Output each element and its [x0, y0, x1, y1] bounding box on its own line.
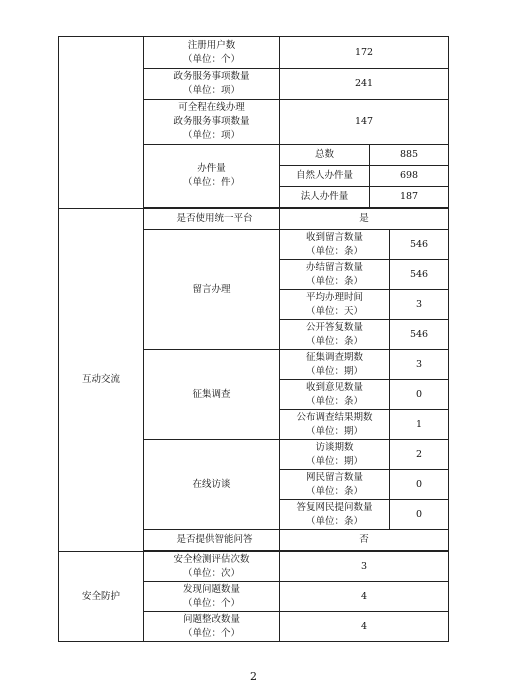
registered-users-value: 172 [280, 37, 449, 69]
label-cell [280, 500, 390, 530]
public-replies-value: 546 [390, 320, 449, 350]
section2-title: 互动交流 [59, 209, 144, 552]
messages-closed-label: 办结留言数量 [305, 261, 363, 273]
messages-received-value: 546 [390, 230, 449, 260]
cases-total-label: 总数 [280, 145, 370, 166]
unit-label: （单位：个） [182, 597, 240, 609]
label-cell [280, 470, 390, 500]
cases-natural-value: 698 [370, 166, 449, 187]
label-cell [280, 260, 390, 290]
label-cell [280, 320, 390, 350]
label-cell [144, 37, 280, 69]
unit-label: （单位：条） [305, 515, 363, 527]
unit-label: （单位：项） [182, 130, 240, 141]
label-cell [280, 380, 390, 410]
public-replies-label: 公开答复数量 [305, 321, 363, 333]
row-unified-platform [59, 209, 449, 230]
label-cell [144, 100, 280, 145]
label-cell [144, 582, 280, 612]
unit-label: （单位：期） [305, 455, 363, 467]
unit-label: （单位：次） [182, 567, 240, 579]
online-items-label: 可全程在线办理 [178, 102, 245, 113]
unit-label: （单位：条） [305, 335, 363, 347]
label-cell [144, 552, 280, 582]
page-number: 2 [250, 670, 257, 683]
issues-fixed-label: 问题整改数量 [182, 613, 240, 625]
avg-time-label: 平均办理时间 [305, 291, 363, 303]
registered-users-label: 注册用户数 [187, 39, 236, 51]
avg-time-value: 3 [390, 290, 449, 320]
security-tests-label: 安全检测评估次数 [173, 553, 250, 565]
unit-label: （单位：期） [305, 365, 363, 377]
cases-legal-value: 187 [370, 187, 449, 208]
unit-label: （单位：项） [182, 85, 240, 96]
survey-periods-value: 3 [390, 350, 449, 380]
messages-closed-value: 546 [390, 260, 449, 290]
interview-periods-label: 访谈期数 [315, 441, 354, 453]
cases-label: 办件量 [197, 163, 226, 174]
interview-periods-value: 2 [390, 440, 449, 470]
unit-label: （单位：天） [305, 305, 363, 317]
messages-received-label: 收到留言数量 [305, 231, 363, 243]
issues-found-label: 发现问题数量 [182, 583, 240, 595]
unified-platform-label: 是否使用统一平台 [144, 209, 280, 230]
replies-value: 0 [390, 500, 449, 530]
unit-label: （单位：条） [305, 245, 363, 257]
service-items-value: 241 [280, 69, 449, 100]
label-cell [280, 440, 390, 470]
unit-label: （单位：条） [305, 485, 363, 497]
survey-periods-label: 征集调查期数 [305, 351, 363, 363]
unified-platform-value: 是 [280, 209, 449, 230]
cases-natural-label: 自然人办件量 [280, 166, 370, 187]
unit-label: （单位：件） [182, 177, 240, 188]
label-cell [144, 69, 280, 100]
issues-found-value: 4 [280, 582, 449, 612]
online-items-value: 147 [280, 100, 449, 145]
unit-label: （单位：个） [182, 627, 240, 639]
netizen-messages-label: 网民留言数量 [305, 471, 363, 483]
messages-label: 留言办理 [144, 230, 280, 350]
unit-label: （单位：个） [182, 53, 240, 65]
smart-qa-value: 否 [280, 530, 449, 551]
online-items-label-2: 政务服务事项数量 [173, 116, 250, 127]
smart-qa-label: 是否提供智能问答 [144, 530, 280, 551]
label-cell [280, 350, 390, 380]
issues-fixed-value: 4 [280, 612, 449, 642]
cases-total-value: 885 [370, 145, 449, 166]
cases-label-cell [144, 145, 280, 208]
label-cell [280, 230, 390, 260]
cases-legal-label: 法人办件量 [280, 187, 370, 208]
netizen-messages-value: 0 [390, 470, 449, 500]
interview-label: 在线访谈 [144, 440, 280, 530]
label-cell [280, 290, 390, 320]
survey-results-value: 1 [390, 410, 449, 440]
opinions-label: 收到意见数量 [305, 381, 363, 393]
unit-label: （单位：条） [305, 275, 363, 287]
row-registered-users [59, 37, 449, 69]
security-tests-value: 3 [280, 552, 449, 582]
row-security-1 [59, 552, 449, 582]
unit-label: （单位：条） [305, 395, 363, 407]
opinions-value: 0 [390, 380, 449, 410]
section1-label-cell [59, 37, 144, 209]
service-items-label: 政务服务事项数量 [173, 71, 250, 82]
section3-title: 安全防护 [59, 552, 144, 642]
label-cell [280, 410, 390, 440]
survey-label: 征集调查 [144, 350, 280, 440]
unit-label: （单位：期） [305, 425, 363, 437]
report-table [58, 36, 449, 642]
survey-results-label: 公布调查结果期数 [296, 411, 373, 423]
replies-label: 答复网民提问数量 [296, 501, 373, 513]
label-cell [144, 612, 280, 642]
